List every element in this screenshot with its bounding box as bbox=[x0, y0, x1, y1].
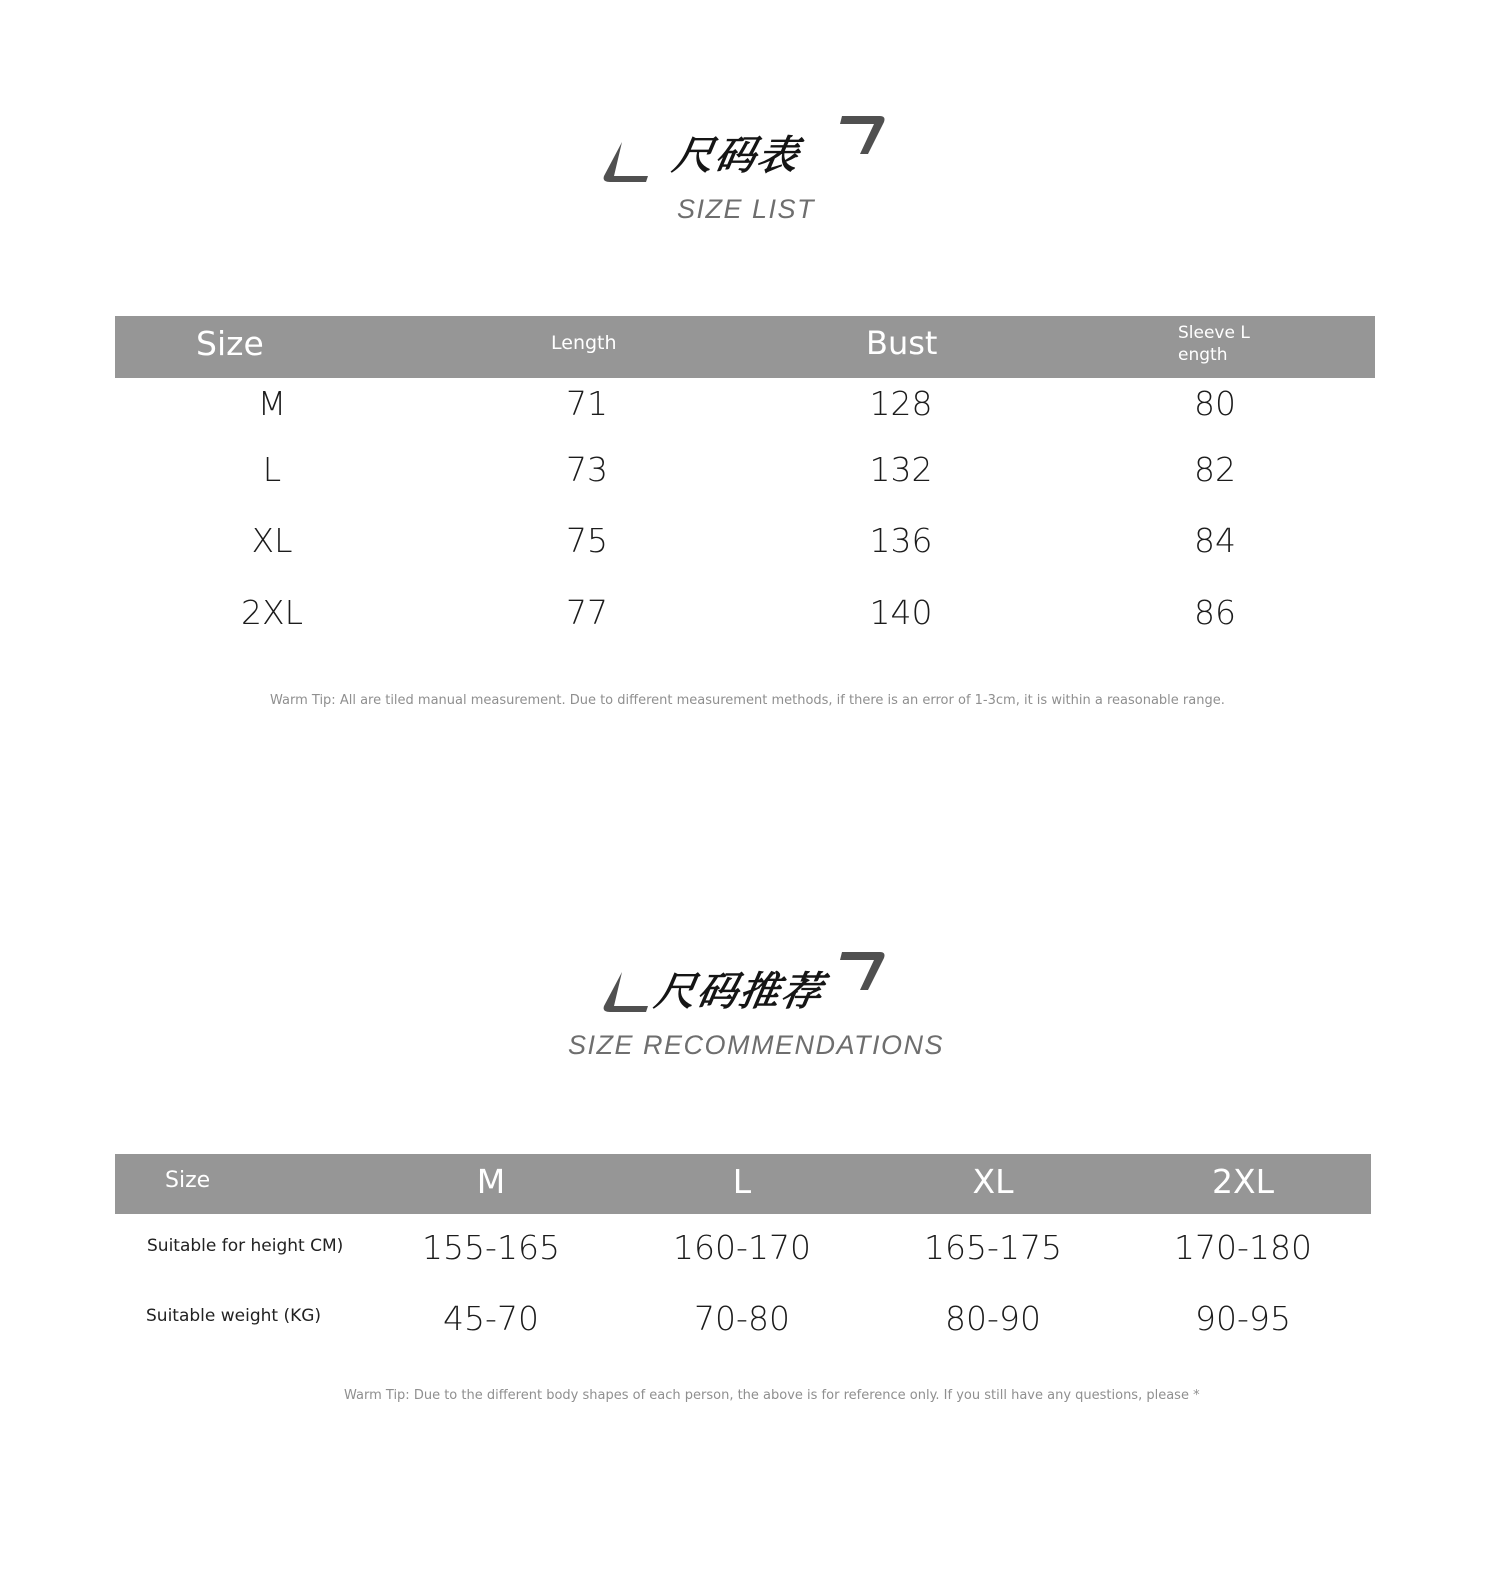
table-cell: 170-180 bbox=[1174, 1228, 1312, 1267]
table-cell: 155-165 bbox=[422, 1228, 560, 1267]
table-cell: 160-170 bbox=[673, 1228, 811, 1267]
left-bracket-icon bbox=[600, 968, 650, 1018]
size-recommendations-heading bbox=[0, 936, 1500, 1096]
table-cell: XL bbox=[251, 521, 293, 560]
row-label-height: Suitable for height CM) bbox=[147, 1236, 344, 1256]
table-cell: 140 bbox=[869, 593, 933, 632]
header-size: Size bbox=[165, 1168, 211, 1193]
header-length: Length bbox=[551, 332, 617, 354]
table-cell: 45-70 bbox=[443, 1299, 539, 1338]
size-list-warm-tip: Warm Tip: All are tiled manual measurement. Due to different measurement methods, if there is an error of 1-3cm, it is within a reasonable range. bbox=[270, 693, 1225, 708]
header-sleeve-length-line1: Sleeve L bbox=[1178, 323, 1250, 343]
header-sleeve-length-line2: ength bbox=[1178, 345, 1228, 365]
header-size: Size bbox=[196, 324, 264, 363]
row-label-weight: Suitable weight (KG) bbox=[146, 1306, 322, 1326]
table-cell: 165-175 bbox=[924, 1228, 1062, 1267]
table-cell: 84 bbox=[1194, 521, 1236, 560]
table-cell: 80 bbox=[1194, 384, 1236, 423]
size-list-title-en: SIZE LIST bbox=[677, 194, 816, 224]
size-recommendations-title-en: SIZE RECOMMENDATIONS bbox=[568, 1030, 945, 1060]
left-bracket-icon bbox=[600, 138, 650, 188]
header-size-2xl: 2XL bbox=[1212, 1162, 1274, 1201]
table-cell: 73 bbox=[566, 450, 608, 489]
table-cell: 75 bbox=[566, 521, 608, 560]
table-cell: 2XL bbox=[241, 593, 303, 632]
table-cell: M bbox=[257, 384, 287, 423]
size-list-title-cn: 尺码表 bbox=[669, 133, 804, 179]
table-cell: 90-95 bbox=[1195, 1299, 1291, 1338]
table-cell: L bbox=[262, 450, 282, 489]
table-cell: 71 bbox=[566, 384, 608, 423]
header-size-xl: XL bbox=[972, 1162, 1014, 1201]
table-cell: 77 bbox=[566, 593, 608, 632]
header-bust: Bust bbox=[866, 324, 938, 362]
header-size-m: M bbox=[476, 1162, 506, 1201]
right-bracket-icon bbox=[838, 948, 888, 994]
header-size-l: L bbox=[732, 1162, 752, 1201]
size-list-heading bbox=[0, 100, 1500, 260]
table-cell: 128 bbox=[869, 384, 933, 423]
right-bracket-icon bbox=[838, 112, 888, 158]
table-cell: 132 bbox=[869, 450, 933, 489]
table-cell: 86 bbox=[1194, 593, 1236, 632]
size-recommendations-warm-tip: Warm Tip: Due to the different body shapes of each person, the above is for reference only. If you still have any questions, please * bbox=[344, 1388, 1200, 1403]
table-cell: 82 bbox=[1194, 450, 1236, 489]
table-cell: 70-80 bbox=[694, 1299, 790, 1338]
table-cell: 136 bbox=[869, 521, 933, 560]
table-cell: 80-90 bbox=[945, 1299, 1041, 1338]
size-recommendations-title-cn: 尺码推荐 bbox=[651, 969, 828, 1015]
